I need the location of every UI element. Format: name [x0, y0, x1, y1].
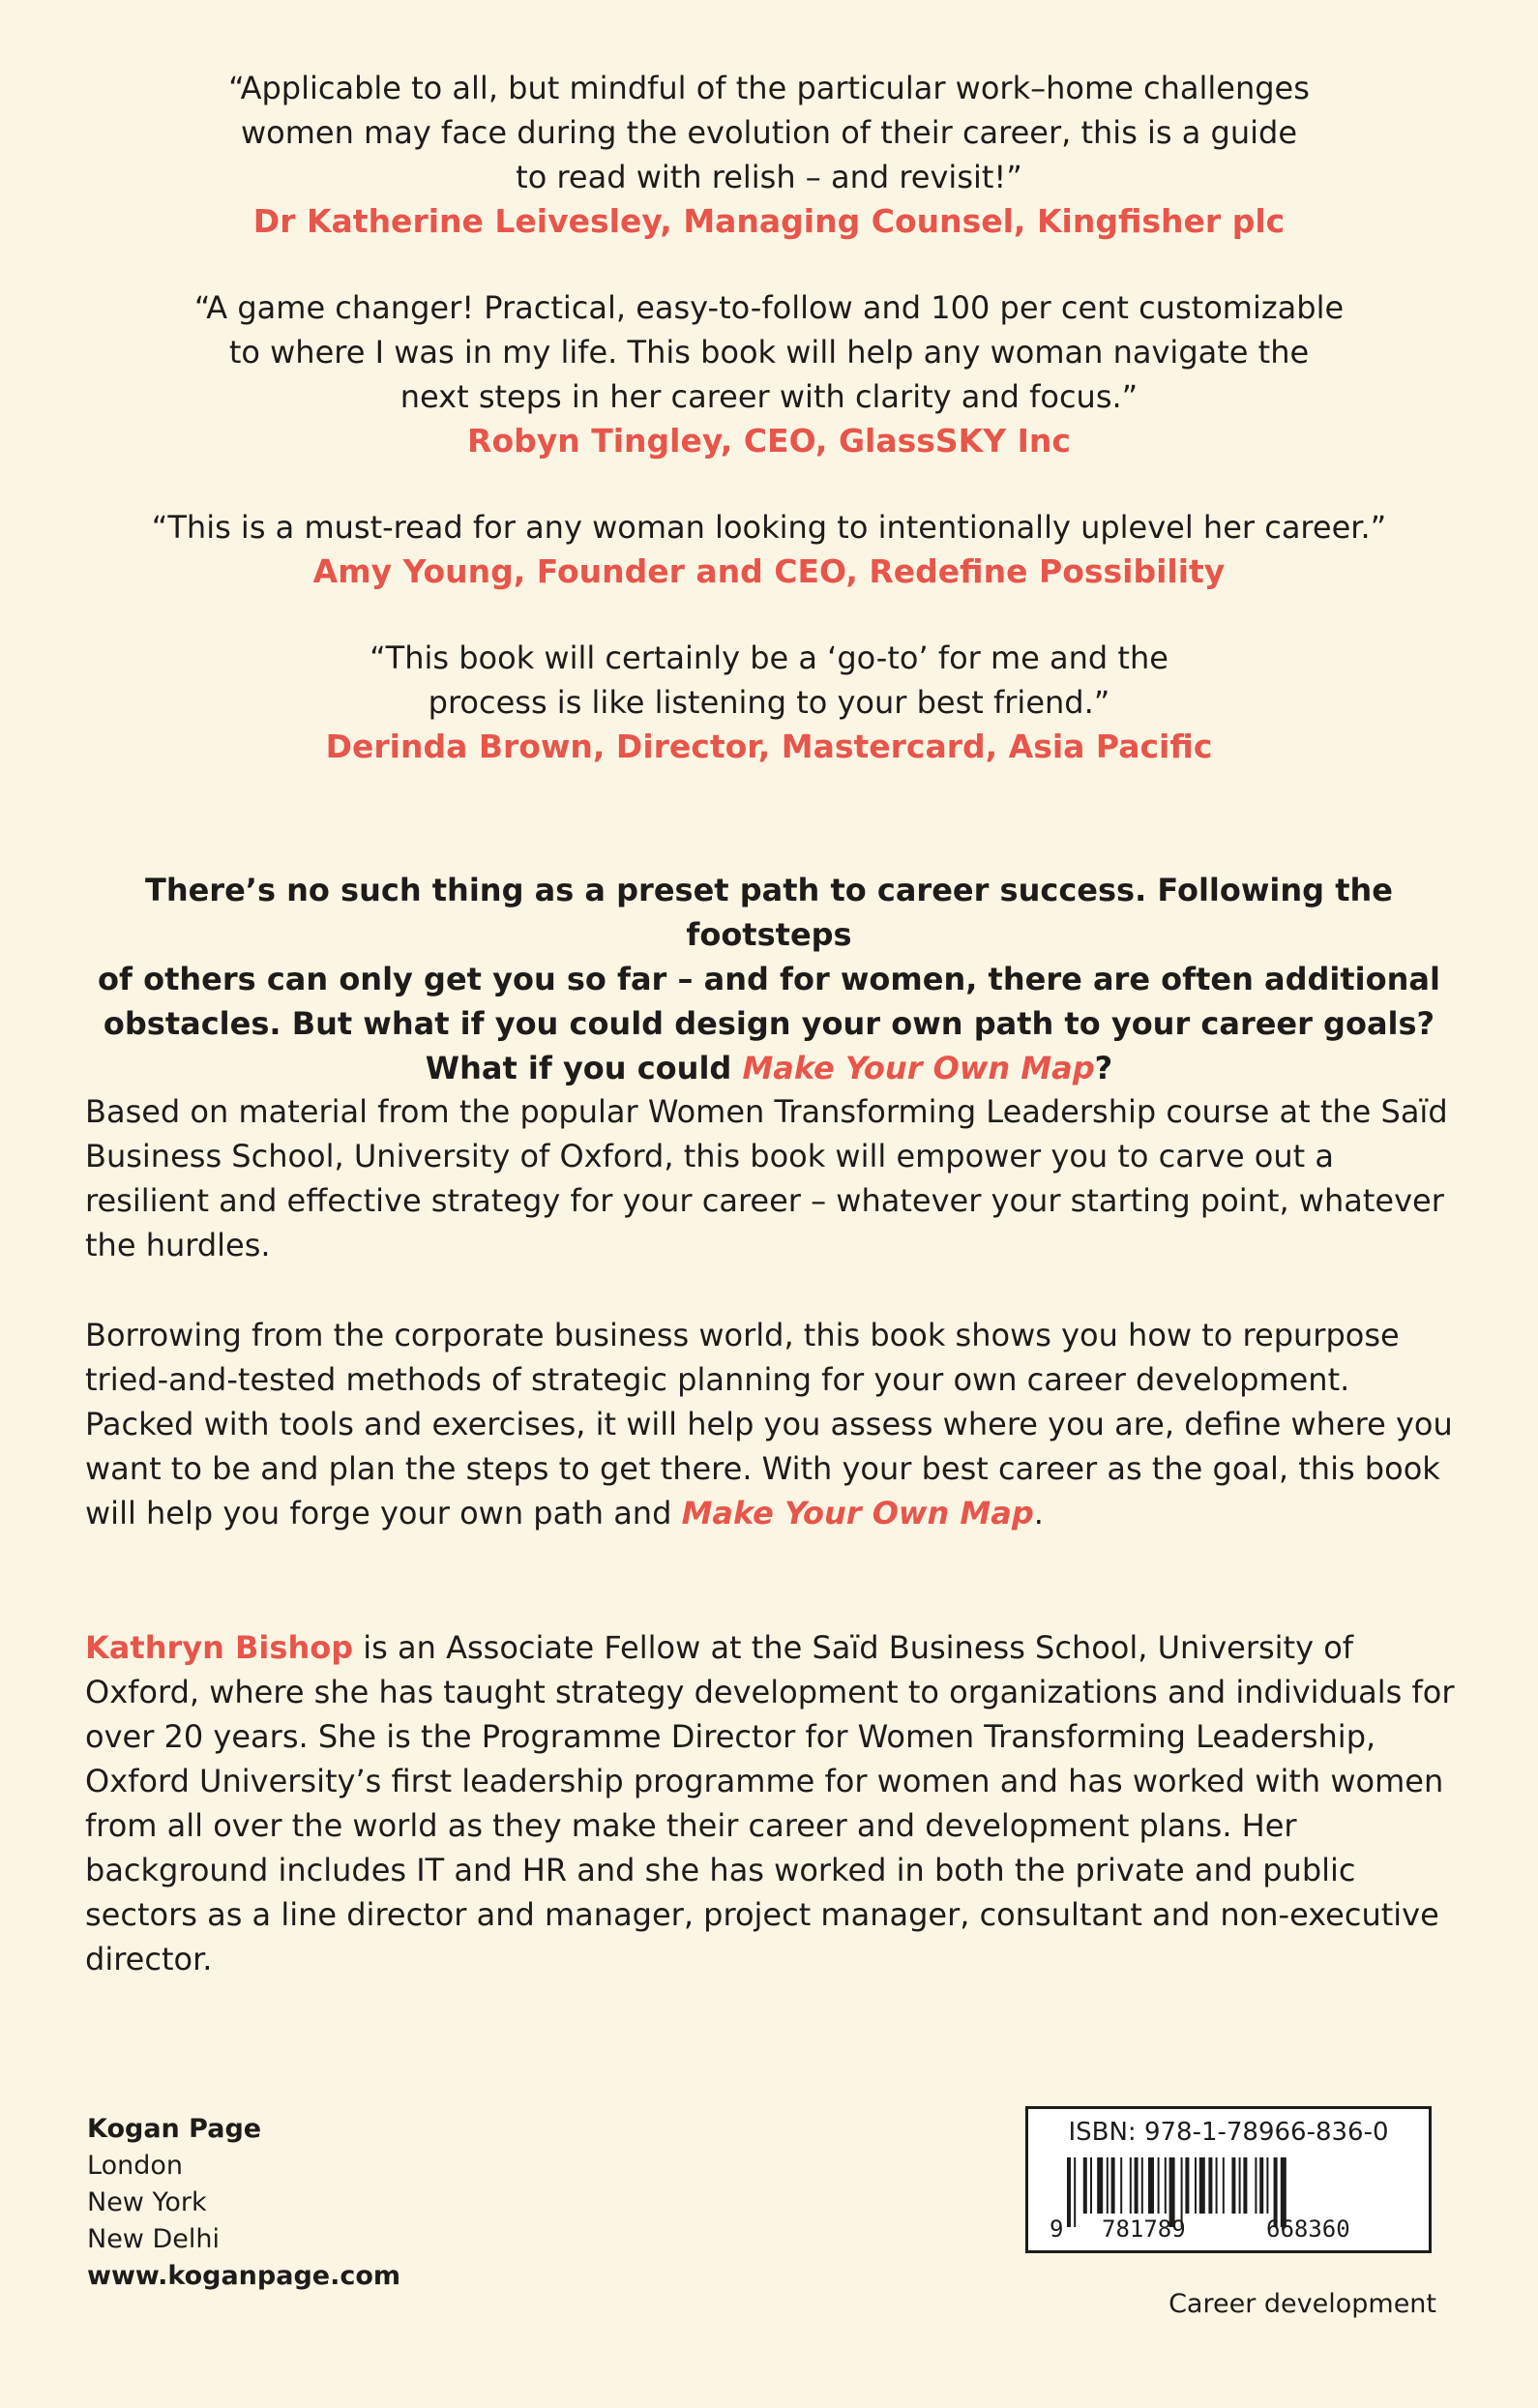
testimonial-2	[92, 285, 1446, 463]
barcode-bar	[1266, 2157, 1268, 2214]
publisher-name: Kogan Page	[87, 2114, 262, 2144]
barcode-bar	[1195, 2157, 1197, 2214]
author-name: Kathryn Bishop	[85, 1629, 354, 1666]
book-title-emphasis: Make Your Own Map	[681, 1495, 1034, 1531]
description-paragraph-2	[85, 1313, 1459, 1535]
barcode-bar	[1107, 2157, 1109, 2214]
headline-prefix: What if you could	[425, 1050, 743, 1086]
book-category: Career development	[1168, 2289, 1436, 2319]
publisher-block	[87, 2111, 400, 2295]
barcode-digits-right: 668360	[1266, 2215, 1350, 2243]
barcode-bar	[1135, 2157, 1139, 2214]
paragraph-text: Borrowing from the corporate business world, this book shows you how to repurpose tried-and-tested methods of strategic planning for your own career development. Packed with tools and exercises, it will help you assess where you are, define where you want to be and plan the steps to get there. With your best career as the goal, this book will help you forge your own path and	[85, 1317, 1453, 1531]
testimonial-quote-line: “This is a must-read for any woman looking to intentionally uplevel her career.”	[151, 509, 1387, 546]
testimonial-quote-line: to where I was in my life. This book will help any woman navigate the	[228, 334, 1310, 371]
barcode-bar	[1148, 2157, 1154, 2214]
barcode-bar	[1259, 2157, 1263, 2214]
testimonial-author: Robyn Tingley, CEO, GlassSKY Inc	[467, 422, 1071, 460]
headline-line	[92, 1046, 1446, 1090]
book-title-emphasis: Make Your Own Map	[742, 1050, 1095, 1086]
barcode-bar	[1130, 2157, 1132, 2214]
isbn-label: ISBN: 978-1-78966-836-0	[1068, 2118, 1389, 2147]
testimonial-quote-line: to read with relish – and revisit!”	[516, 159, 1022, 195]
headline-blurb	[92, 868, 1446, 1090]
barcode-bar	[1083, 2157, 1087, 2214]
barcode-bar	[1239, 2157, 1241, 2214]
testimonial-quote-line: process is like listening to your best friend.”	[428, 684, 1110, 721]
barcode-bar	[1231, 2157, 1235, 2214]
testimonial-quote-line: “A game changer! Practical, easy-to-follow and 100 per cent customizable	[193, 289, 1345, 326]
testimonial-quote-line: “This book will certainly be a ‘go-to’ for me and the	[370, 639, 1168, 676]
description-paragraph-1: Based on material from the popular Women Transforming Leadership course at the Saïd Business School, University of Oxford, this book will empower you to carve out a resilient and effective strategy for your career – whatever your starting point, whatever the hurdles.	[85, 1093, 1448, 1263]
testimonial-author: Amy Young, Founder and CEO, Redefine Possibility	[312, 552, 1226, 590]
barcode-bar	[1090, 2157, 1092, 2214]
barcode-bar	[1216, 2157, 1218, 2214]
testimonial-4	[92, 636, 1446, 769]
testimonial-author: Dr Katherine Leivesley, Managing Counsel, Kingfisher plc	[252, 202, 1286, 240]
headline-line: obstacles. But what if you could design your own path to your career goals?	[103, 1005, 1435, 1042]
barcode-bar	[1141, 2157, 1143, 2214]
barcode-bar	[1255, 2157, 1257, 2214]
barcode-bar	[1074, 2157, 1076, 2227]
headline-suffix: ?	[1094, 1050, 1113, 1086]
headline-line: There’s no such thing as a preset path to career success. Following the footsteps	[144, 872, 1393, 953]
barcode-bar	[1199, 2157, 1205, 2214]
publisher-city: New Delhi	[87, 2224, 220, 2254]
barcode-bar	[1243, 2157, 1247, 2214]
barcode-digit-first: 9	[1050, 2215, 1064, 2243]
author-bio-text: is an Associate Fellow at the Saïd Business School, University of Oxford, where she has taught strategy development to organizations and individuals for over 20 years. She is the Programme Director for Women Transforming Leadership, Oxford University’s first leadership programme for women and has worked with women from all over the world as they make their career and development plans. Her background includes IT and HR and she has worked in both the private and public sectors as a line director and manager, project manager, consultant and non-executive director.	[85, 1629, 1455, 1977]
publisher-city: New York	[87, 2187, 207, 2217]
barcode-bar	[1208, 2157, 1212, 2214]
testimonial-1	[92, 66, 1446, 244]
testimonial-quote-line: “Applicable to all, but mindful of the particular work–home challenges	[228, 70, 1310, 106]
barcode-bar	[1120, 2157, 1122, 2214]
testimonial-3	[92, 505, 1446, 594]
barcode-bar	[1158, 2157, 1160, 2214]
barcode-bar	[1185, 2157, 1189, 2214]
testimonial-author: Derinda Brown, Director, Mastercard, Asia Pacific	[325, 728, 1213, 765]
publisher-city: London	[87, 2151, 183, 2181]
barcode-digits-left: 781789	[1102, 2215, 1186, 2243]
testimonial-quote-line: next steps in her career with clarity and focus.”	[399, 378, 1139, 415]
headline-line: of others can only get you so far – and for women, there are often additional	[98, 961, 1440, 997]
testimonial-quote-line: women may face during the evolution of their career, this is a guide	[240, 114, 1298, 151]
barcode-graphic	[1042, 2155, 1415, 2244]
testimonials	[92, 66, 1446, 811]
barcode-bar	[1111, 2157, 1115, 2214]
barcode-bar	[1223, 2157, 1225, 2214]
author-bio	[85, 1625, 1459, 1981]
paragraph-end: .	[1033, 1495, 1044, 1531]
barcode-bar	[1165, 2157, 1167, 2214]
barcode-bar	[1097, 2157, 1103, 2214]
barcode-bar	[1067, 2157, 1071, 2227]
isbn-barcode	[1025, 2106, 1432, 2253]
publisher-website: www.koganpage.com	[87, 2261, 401, 2291]
